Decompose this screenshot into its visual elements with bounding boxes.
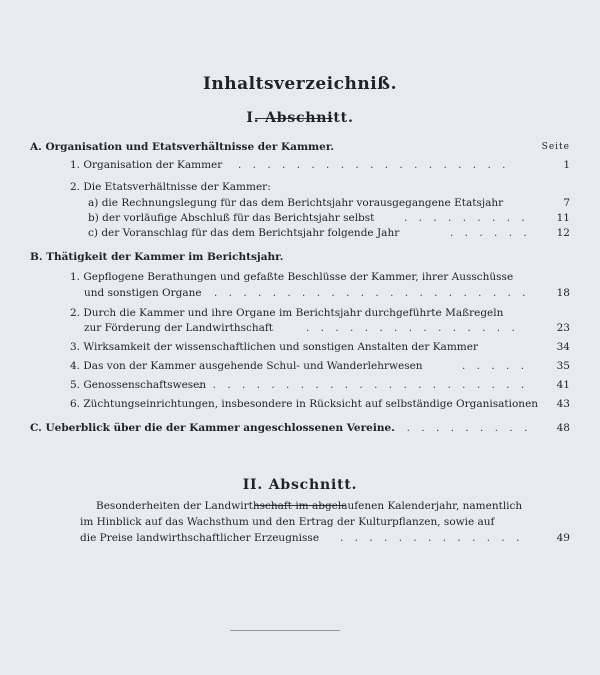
toc-subentry: b) der vorläufige Abschluß für das Berichtsjahr selbst [88, 212, 375, 224]
toc-entry: 6. Züchtungseinrichtungen, insbesondere in Rücksicht auf selbständige Organisationen [70, 398, 539, 410]
toc-subentry: c) der Voranschlag für das dem Berichtsjahr folgende Jahr [88, 227, 400, 239]
bleed-through-line [230, 630, 340, 631]
toc-entry-cont: im Hinblick auf das Wachsthum und den Ertrag der Kulturpflanzen, sowie auf [80, 516, 495, 528]
dot-leader: . . . . . . . . . [404, 212, 529, 224]
page-number: 34 [556, 341, 570, 353]
toc-entry: 5. Genossenschaftswesen [70, 379, 207, 391]
dot-leader: . . . . . . . . . . [392, 422, 532, 434]
toc-entry: 3. Wirksamkeit der wissenschaftlichen und sonstigen Anstalten der Kammer [70, 341, 478, 353]
page-number: 43 [556, 398, 570, 410]
part-a-label: A. Organisation und Etatsverhältnisse der Kammer. [30, 141, 335, 153]
page-number: 11 [556, 212, 570, 224]
section-1-heading: I. Abschnitt. [246, 110, 354, 126]
page-number: 41 [556, 379, 570, 391]
toc-entry: 1. Organisation der Kammer [70, 159, 223, 171]
dot-leader: . . . . . . . . . . . . . . . . . . . . . . [214, 287, 530, 299]
page-number: 23 [556, 322, 570, 334]
part-c-label: C. Ueberblick über die der Kammer angeschlossenen Vereine. [30, 422, 395, 434]
toc-entry: 1. Gepflogene Berathungen und gefaßte Beschlüsse der Kammer, ihrer Ausschüsse [70, 271, 514, 283]
part-b-label: B. Thätigkeit der Kammer im Berichtsjahr. [30, 251, 284, 263]
toc-entry: 4. Das von der Kammer ausgehende Schul- und Wanderlehrwesen [70, 360, 423, 372]
page-number: 12 [556, 227, 570, 239]
page-number: 7 [563, 197, 570, 209]
section-2-heading: II. Abschnitt. [242, 477, 358, 493]
toc-entry: 2. Durch die Kammer und ihre Organe im Berichtsjahr durchgeführte Maßregeln [70, 307, 504, 319]
toc-entry-cont: die Preise landwirthschaftlicher Erzeugnisse [80, 532, 320, 544]
dot-leader: . . . . . . . . . . . . . . . [306, 322, 519, 334]
page-number: 35 [556, 360, 570, 372]
seite-label: Seite [541, 142, 570, 152]
toc-title: Inhaltsverzeichniß. [202, 74, 397, 94]
toc-entry: Besonderheiten der Landwirthschaft im abgelaufenen Kalenderjahr, namentlich [96, 500, 523, 512]
dot-leader: . . . . . . [450, 227, 531, 239]
toc-entry-cont: und sonstigen Organe [84, 287, 202, 299]
page-number: 1 [563, 159, 570, 171]
page-number: 49 [556, 532, 570, 544]
toc-entry: 2. Die Etatsverhältnisse der Kammer: [70, 181, 271, 193]
toc-entry-cont: zur Förderung der Landwirthschaft [84, 322, 273, 334]
page-number: 18 [556, 287, 570, 299]
dot-leader: . . . . . [462, 360, 529, 372]
dot-leader: . . . . . . . . . . . . . . . . . . . [238, 159, 510, 171]
toc-subentry: a) die Rechnungslegung für das dem Berichtsjahr vorausgegangene Etatsjahr [88, 197, 504, 209]
dot-leader: . . . . . . . . . . . . . . . . . . . . . . . [198, 379, 529, 391]
page-number: 48 [556, 422, 570, 434]
dot-leader: . . . . . . . . . . . . . [340, 532, 524, 544]
